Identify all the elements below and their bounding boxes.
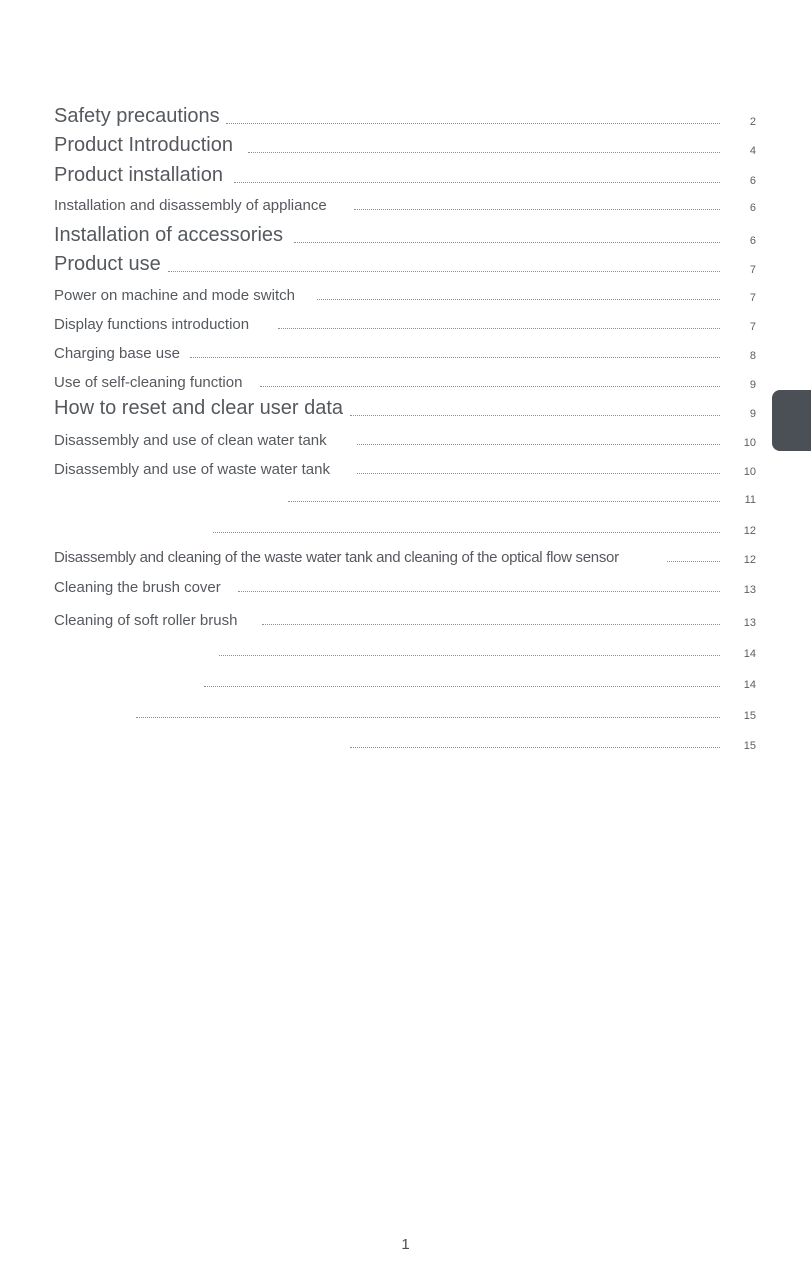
toc-entry-title: Product installation bbox=[54, 164, 227, 187]
toc-entry-page: 7 bbox=[749, 321, 756, 333]
toc-entry[interactable] bbox=[54, 365, 756, 395]
toc-entry-title: Safety precautions bbox=[54, 105, 224, 128]
toc-entry-page: 12 bbox=[743, 554, 756, 566]
toc-entry[interactable] bbox=[54, 696, 756, 726]
toc-entry-page: 13 bbox=[743, 617, 756, 629]
leader-dots bbox=[234, 182, 720, 183]
leader-dots bbox=[667, 561, 720, 562]
toc-entry-page: 15 bbox=[743, 740, 756, 752]
toc-entry-page: 6 bbox=[749, 175, 756, 187]
toc-entry[interactable] bbox=[54, 634, 756, 664]
toc-entry-page: 7 bbox=[749, 264, 756, 276]
toc-entry-page: 7 bbox=[749, 292, 756, 304]
toc-entry-title: Charging base use bbox=[54, 345, 184, 362]
toc-entry[interactable] bbox=[54, 131, 756, 161]
leader-dots bbox=[219, 655, 720, 656]
toc-entry-page: 9 bbox=[749, 408, 756, 420]
toc-entry[interactable] bbox=[54, 480, 756, 510]
toc-entry-title: Display functions introduction bbox=[54, 316, 253, 333]
leader-dots bbox=[226, 123, 720, 124]
toc-entry-title: Installation of accessories bbox=[54, 224, 287, 247]
leader-dots bbox=[294, 242, 720, 243]
toc-entry-title: How to reset and clear user data bbox=[54, 397, 347, 420]
toc-entry[interactable] bbox=[54, 336, 756, 366]
toc-entry[interactable] bbox=[54, 570, 756, 600]
leader-dots bbox=[357, 444, 720, 445]
toc-entry-title: Power on machine and mode switch bbox=[54, 287, 299, 304]
toc-entry-page: 12 bbox=[743, 525, 756, 537]
toc-entry-page: 13 bbox=[743, 584, 756, 596]
toc-entry[interactable] bbox=[54, 665, 756, 695]
toc-entry[interactable] bbox=[54, 221, 756, 251]
toc-entry-page: 11 bbox=[744, 494, 756, 506]
toc-entry-title: Cleaning the brush cover bbox=[54, 579, 225, 596]
toc-entry[interactable] bbox=[54, 307, 756, 337]
toc-entry[interactable] bbox=[54, 511, 756, 541]
toc-entry-page: 8 bbox=[749, 350, 756, 362]
toc-entry-page: 10 bbox=[743, 437, 756, 449]
toc-entry-page: 6 bbox=[749, 202, 756, 214]
leader-dots bbox=[168, 271, 720, 272]
leader-dots bbox=[354, 209, 720, 210]
toc-entry-page: 6 bbox=[749, 235, 756, 247]
leader-dots bbox=[317, 299, 720, 300]
toc-entry[interactable] bbox=[54, 452, 756, 482]
toc-entry-title: Disassembly and use of clean water tank bbox=[54, 432, 331, 449]
leader-dots bbox=[350, 747, 720, 748]
leader-dots bbox=[288, 501, 720, 502]
leader-dots bbox=[238, 591, 720, 592]
toc-entry[interactable] bbox=[54, 188, 756, 218]
toc-entry[interactable] bbox=[54, 278, 756, 308]
toc-entry-page: 14 bbox=[743, 679, 756, 691]
leader-dots bbox=[204, 686, 720, 687]
toc-entry-page: 2 bbox=[749, 116, 756, 128]
toc-entry-title: Disassembly and cleaning of the waste water tank and cleaning of the optical flow sensor bbox=[54, 549, 623, 566]
toc-entry[interactable] bbox=[54, 603, 756, 633]
leader-dots bbox=[213, 532, 720, 533]
toc-entry[interactable] bbox=[54, 250, 756, 280]
toc-entry-title: Installation and disassembly of appliance bbox=[54, 197, 331, 214]
toc-entry-page: 14 bbox=[743, 648, 756, 660]
leader-dots bbox=[190, 357, 720, 358]
toc-entry-title: Product Introduction bbox=[54, 134, 237, 157]
toc-entry-page: 4 bbox=[749, 145, 756, 157]
toc-entry-title: Product use bbox=[54, 253, 165, 276]
toc-entry-page: 9 bbox=[749, 379, 756, 391]
toc-entry-page: 15 bbox=[743, 710, 756, 722]
leader-dots bbox=[248, 152, 720, 153]
toc-entry-title: Disassembly and use of waste water tank bbox=[54, 461, 334, 478]
toc-entry[interactable] bbox=[54, 394, 756, 424]
leader-dots bbox=[350, 415, 720, 416]
toc-entry[interactable] bbox=[54, 161, 756, 191]
toc-entry-title: Cleaning of soft roller brush bbox=[54, 612, 241, 629]
page-number: 1 bbox=[401, 1236, 410, 1253]
leader-dots bbox=[260, 386, 720, 387]
leader-dots bbox=[136, 717, 720, 718]
toc-entry[interactable] bbox=[54, 102, 756, 132]
toc-entry[interactable] bbox=[54, 726, 756, 756]
leader-dots bbox=[262, 624, 720, 625]
toc-entry[interactable] bbox=[54, 540, 756, 570]
leader-dots bbox=[357, 473, 720, 474]
section-side-tab bbox=[772, 390, 811, 451]
toc-entry[interactable] bbox=[54, 423, 756, 453]
toc-entry-title: Use of self-cleaning function bbox=[54, 374, 246, 391]
toc-entry-page: 10 bbox=[743, 466, 756, 478]
leader-dots bbox=[278, 328, 720, 329]
